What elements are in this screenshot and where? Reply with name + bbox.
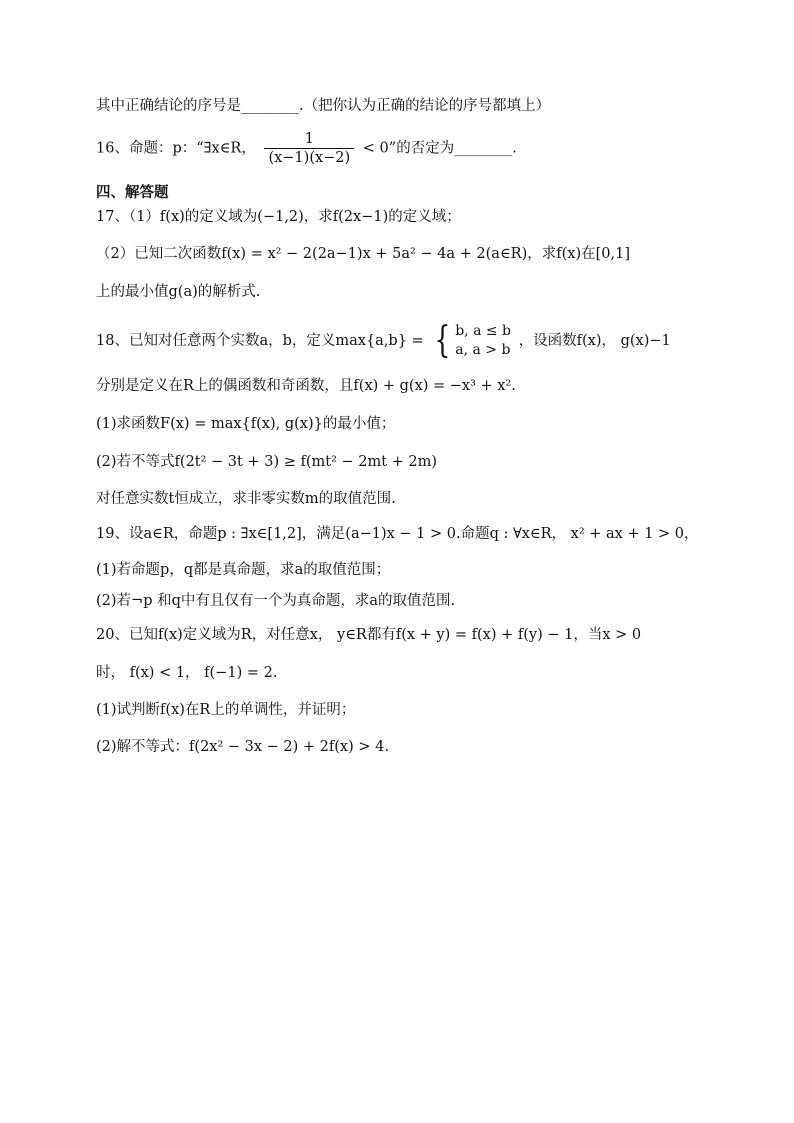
answer-instruction-line: 其中正确结论的序号是________.（把你认为正确的结论的序号都填上） — [96, 98, 551, 114]
q18-prefix: 18、已知对任意两个实数a，b，定义max{a,b} = — [96, 333, 424, 349]
question-18-part-2: (2)若不等式f(2t² − 3t + 3) ≥ f(mt² − 2mt + 2m) — [96, 454, 438, 470]
question-20-part-1: (1)试判断f(x)在R上的单调性，并证明； — [96, 702, 356, 718]
question-17-part-2-cont: 上的最小值g(a)的解析式. — [96, 284, 261, 300]
q18-case-2: a, a > b — [455, 342, 511, 358]
question-20-part-2: (2)解不等式：f(2x² − 3x − 2) + 2f(x) > 4. — [96, 739, 389, 755]
q18-suffix: ，设函数f(x)， g(x)−1 — [518, 333, 671, 349]
question-20: 20、已知f(x)定义域为R，对任意x， y∈R都有f(x + y) = f(x) + f(y) − 1，当x > 0 — [96, 627, 642, 643]
q16-fraction — [264, 130, 354, 167]
q18-piecewise — [431, 322, 511, 360]
q16-prefix: 16、命题：p：“∃x∈R， — [96, 140, 256, 157]
question-19-part-2: (2)若¬p 和q中有且仅有一个为真命题，求a的取值范围. — [96, 593, 456, 609]
q16-suffix: < 0”的否定为________. — [362, 140, 517, 157]
question-17-part-2: （2）已知二次函数f(x) = x² − 2(2a−1)x + 5a² − 4a + 2(a∈R)，求f(x)在[0,1] — [96, 246, 630, 262]
question-19-part-1: (1)若命题p，q都是真命题，求a的取值范围； — [96, 562, 391, 578]
q18-case-1: b, a ≤ b — [455, 323, 512, 339]
question-18-part-2-cont: 对任意实数t恒成立，求非零实数m的取值范围. — [96, 491, 396, 507]
q16-numerator: 1 — [264, 130, 354, 149]
question-16 — [96, 130, 517, 167]
section-heading-answer-questions: 四、解答题 — [96, 185, 169, 201]
q16-denominator: (x−1)(x−2) — [268, 150, 351, 166]
left-brace-icon: { — [434, 320, 451, 361]
question-18-line-2: 分别是定义在R上的偶函数和奇函数，且f(x) + g(x) = −x³ + x². — [96, 378, 516, 394]
question-19: 19、设a∈R，命题p : ∃x∈[1,2]，满足(a−1)x − 1 > 0.命题q : ∀x∈R， x² + ax + 1 > 0， — [96, 526, 699, 542]
question-18-part-1: (1)求函数F(x) = max{f(x), g(x)}的最小值； — [96, 416, 396, 432]
question-17-part-1: 17、（1）f(x)的定义域为(−1,2)，求f(2x−1)的定义域； — [96, 209, 461, 225]
question-18 — [96, 322, 671, 360]
question-20-line-2: 时， f(x) < 1， f(−1) = 2. — [96, 665, 278, 681]
